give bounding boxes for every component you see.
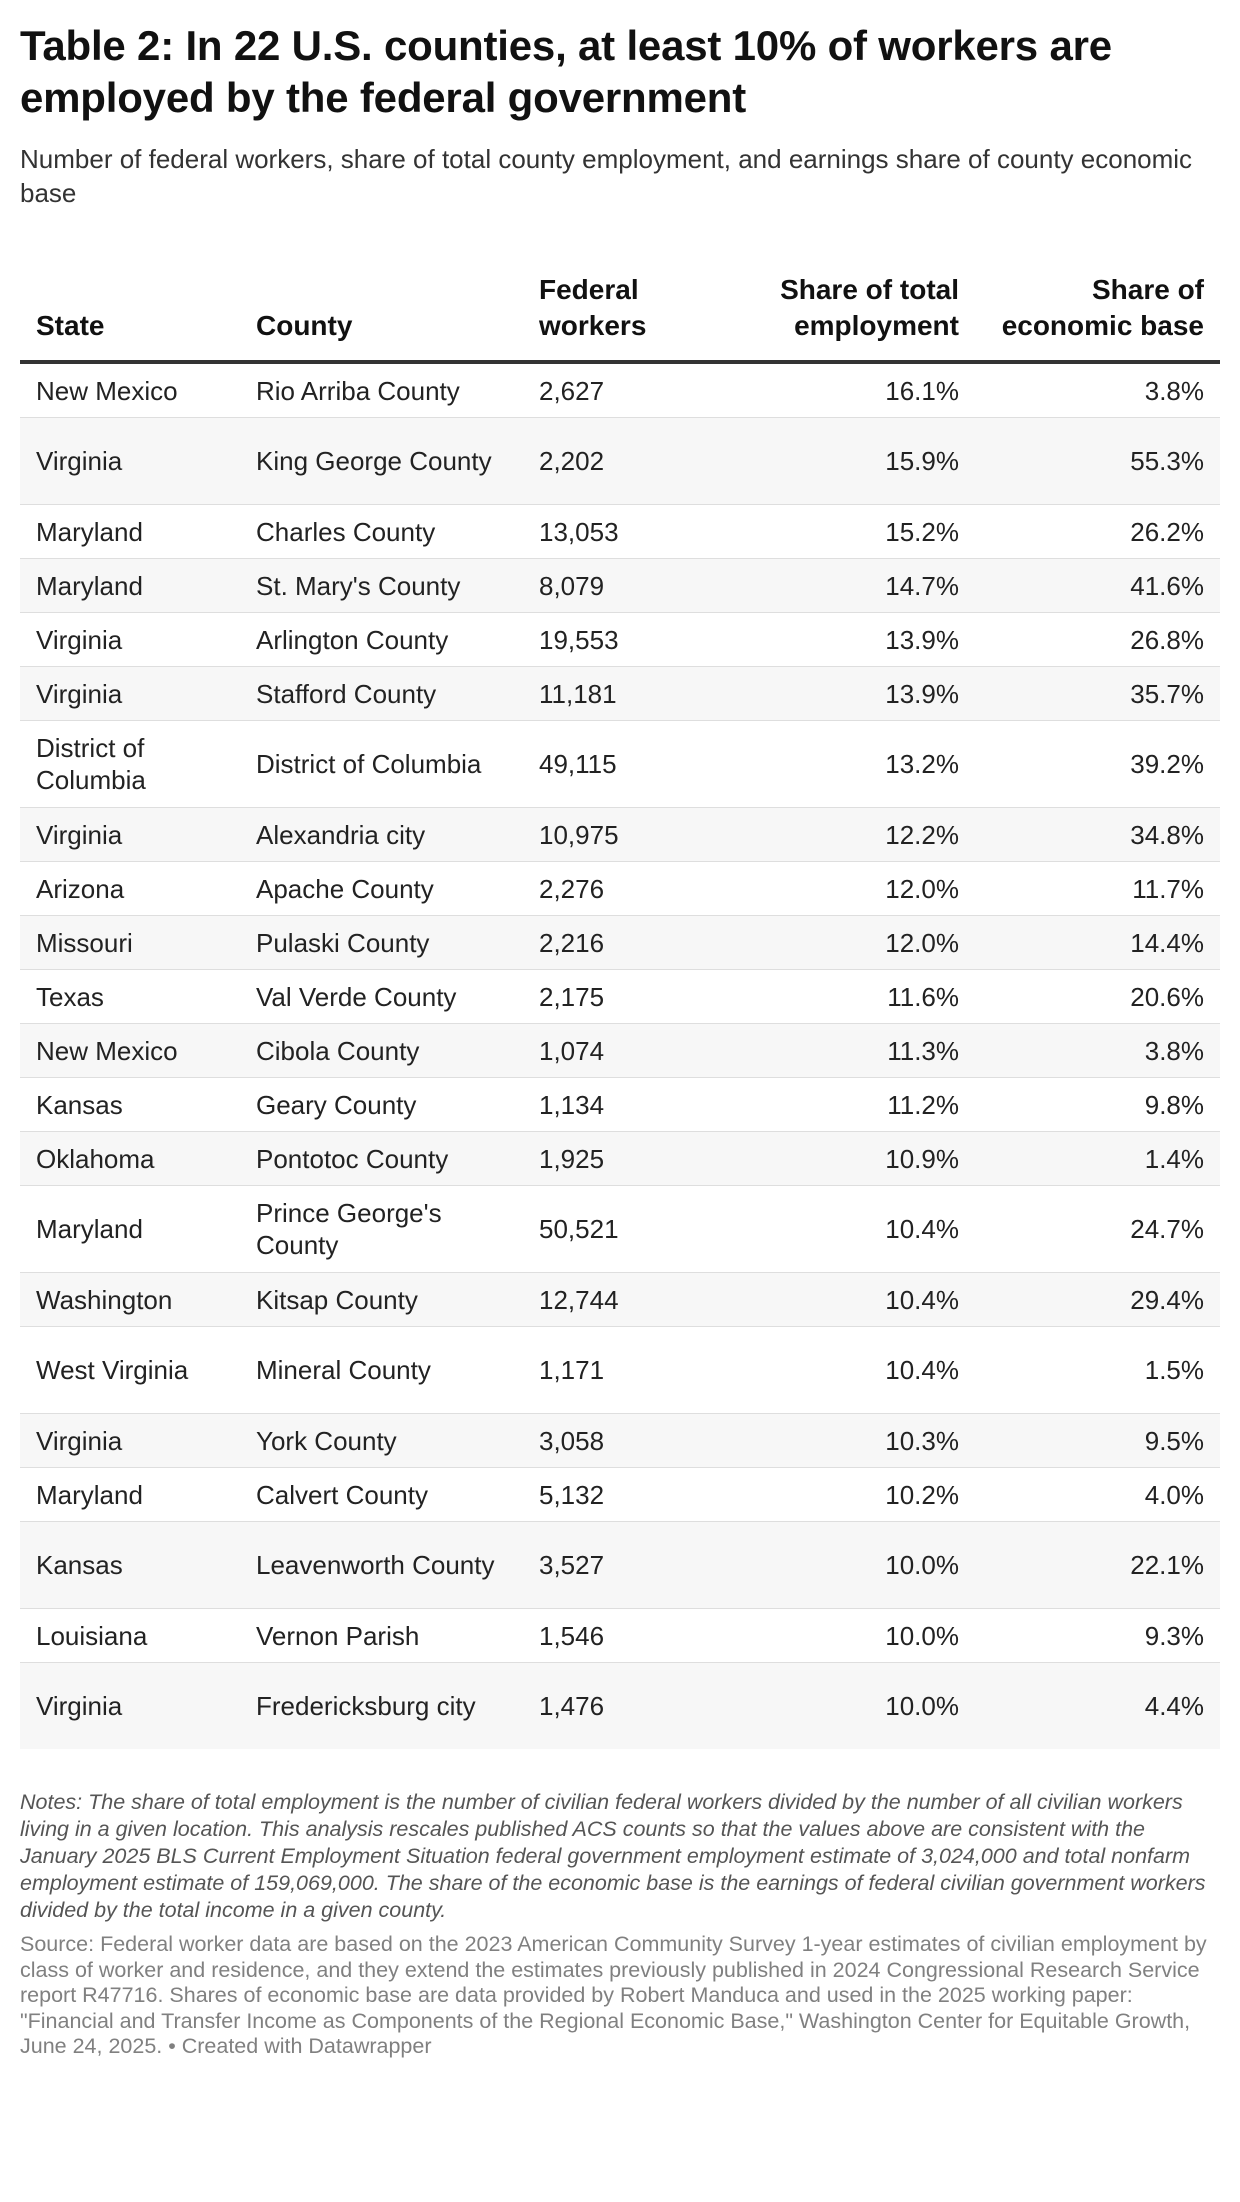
table-row (20, 1327, 1220, 1414)
chart-subtitle: Number of federal workers, share of total county employment, and earnings share of county economic base (20, 144, 1193, 208)
employment-share-cell: 13.2% (708, 721, 975, 808)
employment-share-cell: 14.7% (708, 559, 975, 613)
county-cell: Kitsap County (240, 1273, 523, 1327)
economic-base-share-cell: 26.2% (975, 505, 1220, 559)
economic-base-share-cell: 9.5% (975, 1414, 1220, 1468)
column-header-county[interactable]: County (240, 248, 523, 362)
table-row (20, 1468, 1220, 1522)
economic-base-share-cell: 9.8% (975, 1078, 1220, 1132)
table-body (20, 362, 1220, 1749)
state-cell: Virginia (20, 1663, 240, 1750)
employment-share-cell: 10.0% (708, 1522, 975, 1609)
county-cell: Calvert County (240, 1468, 523, 1522)
federal-workers-cell: 12,744 (523, 1273, 708, 1327)
county-cell: Pulaski County (240, 916, 523, 970)
column-header-share-of-total-employment[interactable]: Share of total employment (708, 248, 975, 362)
economic-base-share-cell: 11.7% (975, 862, 1220, 916)
federal-workers-cell: 13,053 (523, 505, 708, 559)
chart-title: Table 2: In 22 U.S. counties, at least 10% of workers are employed by the federal government (20, 22, 1112, 121)
economic-base-share-cell: 9.3% (975, 1609, 1220, 1663)
federal-workers-cell: 11,181 (523, 667, 708, 721)
employment-share-cell: 13.9% (708, 613, 975, 667)
county-cell: King George County (240, 418, 523, 505)
county-cell: Mineral County (240, 1327, 523, 1414)
employment-share-cell: 12.2% (708, 808, 975, 862)
table-row (20, 1522, 1220, 1609)
employment-share-cell: 12.0% (708, 916, 975, 970)
economic-base-share-cell: 1.5% (975, 1327, 1220, 1414)
economic-base-share-cell: 41.6% (975, 559, 1220, 613)
federal-workers-cell: 5,132 (523, 1468, 708, 1522)
employment-share-cell: 13.9% (708, 667, 975, 721)
economic-base-share-cell: 29.4% (975, 1273, 1220, 1327)
state-cell: West Virginia (20, 1327, 240, 1414)
economic-base-share-cell: 3.8% (975, 362, 1220, 418)
economic-base-share-cell: 34.8% (975, 808, 1220, 862)
state-cell: Maryland (20, 559, 240, 613)
table-row (20, 1663, 1220, 1750)
federal-workers-cell: 2,175 (523, 970, 708, 1024)
federal-workers-cell: 1,546 (523, 1609, 708, 1663)
table-row (20, 1609, 1220, 1663)
federal-workers-cell: 1,134 (523, 1078, 708, 1132)
county-cell: St. Mary's County (240, 559, 523, 613)
employment-share-cell: 11.2% (708, 1078, 975, 1132)
table-row (20, 505, 1220, 559)
employment-share-cell: 10.3% (708, 1414, 975, 1468)
county-cell: Leavenworth County (240, 1522, 523, 1609)
table-row (20, 1132, 1220, 1186)
county-cell: Vernon Parish (240, 1609, 523, 1663)
state-cell: Oklahoma (20, 1132, 240, 1186)
state-cell: Maryland (20, 1468, 240, 1522)
employment-share-cell: 10.0% (708, 1609, 975, 1663)
county-cell: Pontotoc County (240, 1132, 523, 1186)
federal-workers-cell: 10,975 (523, 808, 708, 862)
employment-share-cell: 15.2% (708, 505, 975, 559)
table-row (20, 613, 1220, 667)
employment-share-cell: 10.2% (708, 1468, 975, 1522)
chart-source: Source: Federal worker data are based on the 2023 American Community Survey 1-year estimates of civilian employment by class of worker and residence, and they extend the estimates previously published in 2024 Congressional Research Service report R47716. Shares of economic base are data provided by Robert Manduca and used in the 2025 working paper: "Financial and Transfer Income as Components of the Regional Economic Base," Washington Center for Equitable Growth, June 24, 2025. • Created with Datawrapper (20, 1932, 1207, 2058)
table-row (20, 862, 1220, 916)
table-row (20, 721, 1220, 808)
federal-workers-cell: 1,476 (523, 1663, 708, 1750)
state-cell: Texas (20, 970, 240, 1024)
economic-base-share-cell: 35.7% (975, 667, 1220, 721)
employment-share-cell: 10.4% (708, 1273, 975, 1327)
state-cell: Virginia (20, 667, 240, 721)
federal-workers-cell: 3,058 (523, 1414, 708, 1468)
county-cell: Prince George's County (240, 1186, 523, 1273)
county-cell: District of Columbia (240, 721, 523, 808)
column-header-state[interactable]: State (20, 248, 240, 362)
employment-share-cell: 16.1% (708, 362, 975, 418)
table-row (20, 1273, 1220, 1327)
economic-base-share-cell: 20.6% (975, 970, 1220, 1024)
table-row (20, 559, 1220, 613)
federal-workers-cell: 49,115 (523, 721, 708, 808)
table-row (20, 362, 1220, 418)
federal-workers-cell: 19,553 (523, 613, 708, 667)
employment-share-cell: 10.0% (708, 1663, 975, 1750)
employment-share-cell: 10.9% (708, 1132, 975, 1186)
employment-share-cell: 11.6% (708, 970, 975, 1024)
state-cell: Kansas (20, 1078, 240, 1132)
federal-workers-cell: 3,527 (523, 1522, 708, 1609)
state-cell: Washington (20, 1273, 240, 1327)
county-cell: Geary County (240, 1078, 523, 1132)
county-cell: Val Verde County (240, 970, 523, 1024)
county-cell: Cibola County (240, 1024, 523, 1078)
table-row (20, 1078, 1220, 1132)
state-cell: Maryland (20, 505, 240, 559)
table-row (20, 916, 1220, 970)
state-cell: New Mexico (20, 362, 240, 418)
economic-base-share-cell: 26.8% (975, 613, 1220, 667)
state-cell: Virginia (20, 1414, 240, 1468)
county-cell: Arlington County (240, 613, 523, 667)
state-cell: Kansas (20, 1522, 240, 1609)
table-row (20, 1414, 1220, 1468)
state-cell: Arizona (20, 862, 240, 916)
economic-base-share-cell: 4.4% (975, 1663, 1220, 1750)
county-cell: Apache County (240, 862, 523, 916)
federal-workers-cell: 50,521 (523, 1186, 708, 1273)
county-cell: Alexandria city (240, 808, 523, 862)
federal-workers-cell: 1,925 (523, 1132, 708, 1186)
federal-workers-cell: 1,171 (523, 1327, 708, 1414)
table-row (20, 1024, 1220, 1078)
employment-share-cell: 10.4% (708, 1327, 975, 1414)
table-row (20, 808, 1220, 862)
federal-workers-cell: 1,074 (523, 1024, 708, 1078)
economic-base-share-cell: 3.8% (975, 1024, 1220, 1078)
chart-notes: Notes: The share of total employment is the number of civilian federal workers divided by the number of all civilian workers living in a given location. This analysis rescales published ACS counts so that the values above are consistent with the January 2025 BLS Current Employment Situation federal government employment estimate of 3,024,000 and total nonfarm employment estimate of 159,069,000. The share of the economic base is the earnings of federal civilian government workers divided by the total income in a given county. (20, 1790, 1206, 1922)
employment-share-cell: 11.3% (708, 1024, 975, 1078)
state-cell: Missouri (20, 916, 240, 970)
state-cell: District of Columbia (20, 721, 240, 808)
federal-workers-cell: 8,079 (523, 559, 708, 613)
table-row (20, 970, 1220, 1024)
federal-workers-cell: 2,276 (523, 862, 708, 916)
economic-base-share-cell: 1.4% (975, 1132, 1220, 1186)
economic-base-share-cell: 14.4% (975, 916, 1220, 970)
state-cell: New Mexico (20, 1024, 240, 1078)
employment-share-cell: 12.0% (708, 862, 975, 916)
column-header-share-of-economic-base[interactable]: Share of economic base (975, 248, 1220, 362)
economic-base-share-cell: 39.2% (975, 721, 1220, 808)
economic-base-share-cell: 55.3% (975, 418, 1220, 505)
employment-share-cell: 10.4% (708, 1186, 975, 1273)
economic-base-share-cell: 4.0% (975, 1468, 1220, 1522)
column-header-federal-workers[interactable]: Federal workers (523, 248, 708, 362)
state-cell: Virginia (20, 808, 240, 862)
federal-workers-cell: 2,216 (523, 916, 708, 970)
county-cell: Rio Arriba County (240, 362, 523, 418)
state-cell: Virginia (20, 418, 240, 505)
table-row (20, 1186, 1220, 1273)
table-header-row (20, 248, 1220, 362)
state-cell: Maryland (20, 1186, 240, 1273)
federal-workers-cell: 2,202 (523, 418, 708, 505)
table-row (20, 418, 1220, 505)
data-table (20, 248, 1220, 1749)
employment-share-cell: 15.9% (708, 418, 975, 505)
economic-base-share-cell: 24.7% (975, 1186, 1220, 1273)
county-cell: Charles County (240, 505, 523, 559)
table-row (20, 667, 1220, 721)
county-cell: Fredericksburg city (240, 1663, 523, 1750)
federal-workers-cell: 2,627 (523, 362, 708, 418)
state-cell: Louisiana (20, 1609, 240, 1663)
county-cell: Stafford County (240, 667, 523, 721)
state-cell: Virginia (20, 613, 240, 667)
county-cell: York County (240, 1414, 523, 1468)
economic-base-share-cell: 22.1% (975, 1522, 1220, 1609)
